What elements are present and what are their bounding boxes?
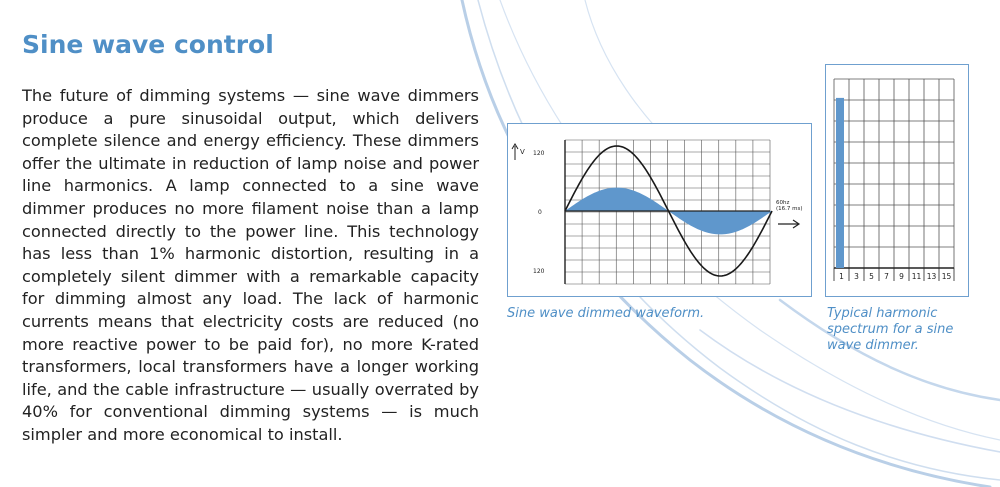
time-arrow-icon xyxy=(778,220,799,228)
harmonic-label: 7 xyxy=(884,272,889,281)
harmonic-label: 3 xyxy=(854,272,859,281)
waveform-caption: Sine wave dimmed waveform. xyxy=(507,306,705,321)
fundamental-harmonic-bar xyxy=(836,98,844,268)
harmonic-label: 11 xyxy=(911,272,922,281)
spectrum-chart-panel xyxy=(825,64,969,297)
y-zero-label: 0 xyxy=(538,209,542,216)
y-axis-unit-icon xyxy=(512,144,518,160)
spectrum-caption: Typical harmonic spectrum for a sine wave dimmer. xyxy=(827,306,954,353)
harmonic-label: 5 xyxy=(869,272,874,281)
y-axis-unit: V xyxy=(520,148,525,156)
harmonic-labels xyxy=(834,268,954,281)
section-body-text: The future of dimming systems — sine wave dimmers produce a pure sinusoidal output, which delivers complete silence and energy efficiency. These dimmers offer the ultimate in reduction of lamp noise and power line harmonics. A lamp connected to a sine wave dimmer produces no more filament noise than a lamp connected directly to the power line. This technology has less than 1% harmonic distortion, resulting in a completely silent dimmer with a remarkable capacity for dimming almost any load. The lack of harmonic currents means that electricity costs are reduced (no more reactive power to be paid for), no more K-rated transformers, local transformers have a longer working life, and the cable infrastructure — usually overrated by 40% for conventional dimming systems — is much simpler and more economical to install. xyxy=(22,86,479,444)
waveform-chart xyxy=(508,124,811,296)
harmonic-label: 13 xyxy=(926,272,937,281)
period-label: (16.7 ms) xyxy=(776,206,803,212)
spectrum-grid xyxy=(834,79,954,268)
frequency-label: 60hz xyxy=(776,200,790,206)
section-title: Sine wave control xyxy=(22,30,274,59)
waveform-chart-panel xyxy=(507,123,812,297)
harmonic-label: 9 xyxy=(899,272,904,281)
harmonic-label: 15 xyxy=(941,272,952,281)
harmonic-spectrum-chart xyxy=(826,65,968,296)
y-bottom-label: 120 xyxy=(533,268,545,275)
harmonic-label: 1 xyxy=(839,272,844,281)
y-top-label: 120 xyxy=(533,150,545,157)
